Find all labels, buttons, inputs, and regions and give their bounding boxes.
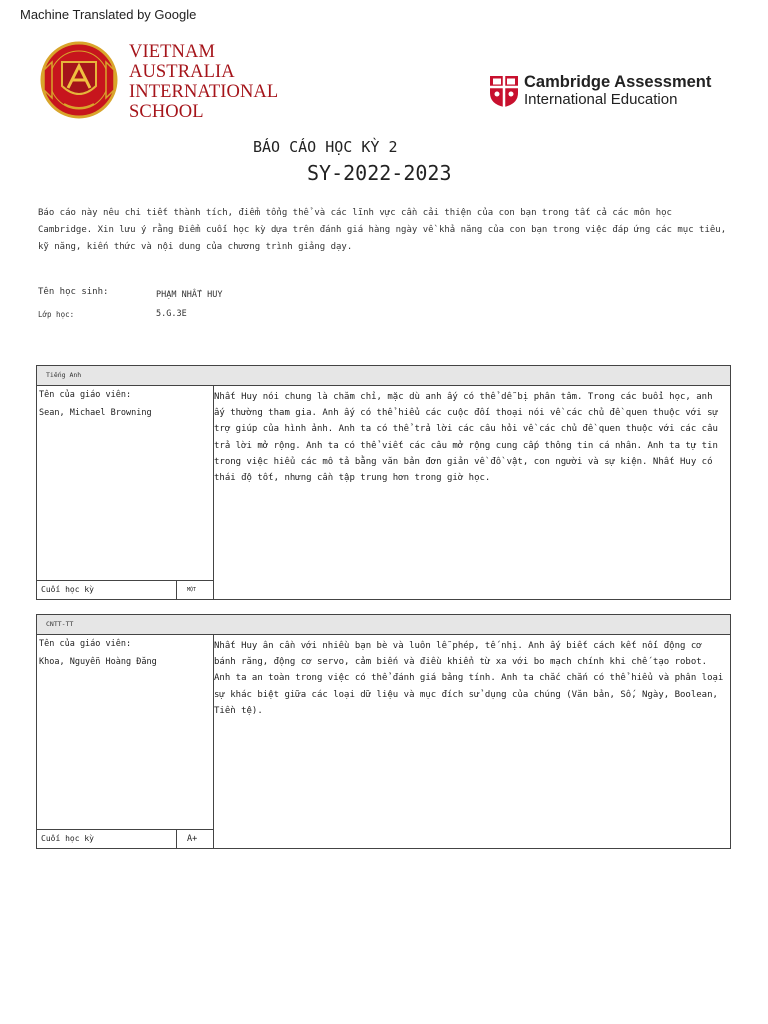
teacher-comment: Nhất Huy nói chung là chăm chỉ, mặc dù anh ấy có thể dễ bị phân tâm. Trong các buổi học, anh ấy thường tham gia. Anh ấy có thể hiểu các cuộc đối thoại nói về các chủ đề quen thuộc với sự trợ giúp của hình ảnh. Anh ta có thể trả lời các câu hỏi về các chủ đề quen thuộc với các câu trả lời mở rộng. Anh ta có thể viết các câu mở rộng cung cấp thông tin cá nhân. Anh ta tự tin trong việc hiểu các mô tả bằng văn bản đơn giản về đồ vật, con người và sự kiện. Nhất Huy có thái độ tốt, nhưng cần tập trung hơn trong giờ học. [214,392,718,484]
class-label: Lớp học: [38,310,75,319]
subject-card-ict [36,614,731,849]
report-title: BÁO CÁO HỌC KỲ 2 [253,138,398,156]
cambridge-line1: Cambridge Assessment [524,73,712,91]
class-value: 5.G.3E [156,309,187,319]
teacher-column [37,386,214,600]
teacher-comment: Nhất Huy ân cần với nhiều bạn bè và luôn lễ phép, tế nhị. Anh ấy biết cách kết nối động cơ bánh răng, động cơ servo, cảm biến và điều khiển từ xa với bo mạch chính khi chế tạo robot. Anh ta an toàn trong việc có thể đánh giá bảng tính. Anh ta chắc chắn có thể hiểu và phân loại sự khác biệt giữa các loại dữ liệu và mục đích sử dụng của chúng (Văn bản, Số, Ngày, Boolean, Tiền tệ). [214,641,724,716]
teacher-column [37,635,214,849]
cambridge-shield-icon [489,75,519,108]
grade-value: MỘT [176,581,213,600]
subject-header: Tiếng Anh [37,366,730,386]
school-name-line: AUSTRALIA [129,62,235,82]
subject-card-english [36,365,731,600]
teacher-name: Sean, Michael Browning [39,408,152,418]
vais-crest-icon [38,40,120,120]
teacher-label: Tên của giáo viên: [39,390,132,400]
teacher-label: Tên của giáo viên: [39,639,132,649]
school-name [129,42,278,122]
teacher-name: Khoa, Nguyễn Hoàng Đăng [39,657,157,667]
grade-label: Cuối học kỳ [41,834,94,843]
school-name-line: SCHOOL [129,102,204,122]
cambridge-logo-text [524,73,711,109]
grade-label: Cuối học kỳ [41,585,94,594]
student-name: PHẠM NHẤT HUY [156,290,223,300]
school-name-line: VIETNAM [129,42,215,62]
subject-header: CNTT-TT [37,615,730,635]
cambridge-line2: International Education [524,91,678,108]
grade-row [37,829,213,849]
grade-row [37,580,213,600]
machine-translation-banner: Machine Translated by Google [20,7,197,22]
student-name-label: Tên học sinh: [38,287,109,297]
grade-value: A+ [176,830,213,849]
report-intro: Báo cáo này nêu chi tiết thành tích, điểm tổng thể và các lĩnh vực cần cải thiện của con bạn trong tất cả các môn học Cambridge. Xin lưu ý rằng Điểm cuối học kỳ dựa trên đánh giá hàng ngày về khả năng của con bạn trong việc đáp ứng các mục tiêu, kỹ năng, kiến thức và nội dung của chương trình giảng dạy. [38,208,727,252]
school-name-line: INTERNATIONAL [129,82,279,102]
school-year: SY-2022-2023 [307,161,452,185]
